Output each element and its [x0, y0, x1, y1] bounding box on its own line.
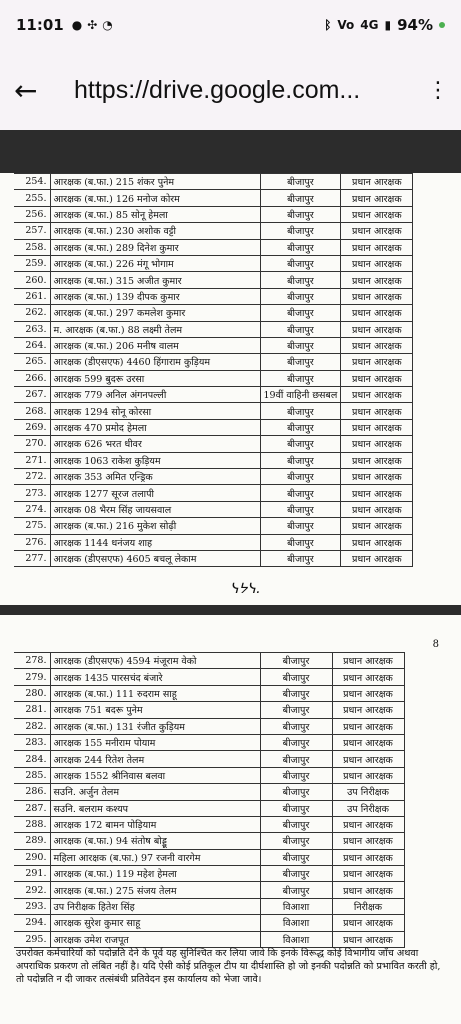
row-name: आरक्षक (ब.फा.) 215 शंकर पुनेम	[50, 174, 260, 190]
row-place: बीजापुर	[260, 190, 341, 206]
row-number: 267.	[14, 387, 50, 403]
row-name: आरक्षक (ब.फा.) 230 अशोक वट्टी	[50, 223, 260, 239]
row-number: 290.	[14, 849, 50, 865]
row-post: निरीक्षक	[332, 898, 404, 914]
row-number: 265.	[14, 354, 50, 370]
row-name: आरक्षक 244 रितेश तेलम	[50, 751, 260, 767]
row-place: बीजापुर	[260, 206, 341, 222]
row-place: बीजापुर	[260, 223, 341, 239]
row-number: 264.	[14, 337, 50, 353]
row-number: 260.	[14, 272, 50, 288]
row-name: आरक्षक (ब.फा.) 85 सोनू हेमला	[50, 206, 260, 222]
row-name: आरक्षक 1277 सूरज तलापी	[50, 485, 260, 501]
table-row	[14, 816, 404, 832]
row-name: आरक्षक 470 प्रमोद हेमला	[50, 419, 260, 435]
privacy-dot-icon	[439, 22, 445, 28]
row-name: आरक्षक (ब.फा.) 94 संतोष बोड्डू	[50, 833, 260, 849]
table-row	[14, 718, 404, 734]
row-place: बीजापुर	[260, 501, 341, 517]
row-post: प्रधान आरक्षक	[341, 452, 413, 468]
row-name: म. आरक्षक (ब.फा.) 88 लक्ष्मी तेलम	[50, 321, 260, 337]
row-place: विआशा	[260, 898, 332, 914]
table-row	[14, 206, 413, 222]
row-place: बीजापुर	[260, 321, 341, 337]
table-row	[14, 190, 413, 206]
row-name: आरक्षक सुरेश कुमार साहू	[50, 915, 260, 931]
row-post: प्रधान आरक्षक	[341, 239, 413, 255]
row-place: बीजापुर	[260, 419, 341, 435]
back-arrow-icon[interactable]: ←	[14, 73, 38, 107]
status-bar	[0, 0, 461, 50]
row-place: बीजापुर	[260, 452, 341, 468]
row-name: आरक्षक 08 भैरम सिंह जायसवाल	[50, 501, 260, 517]
row-post: प्रधान आरक्षक	[332, 718, 404, 734]
page-separator	[0, 605, 461, 615]
row-place: विआशा	[260, 915, 332, 931]
row-post: प्रधान आरक्षक	[332, 702, 404, 718]
row-number: 280.	[14, 685, 50, 701]
row-number: 281.	[14, 702, 50, 718]
row-post: प्रधान आरक्षक	[341, 550, 413, 566]
table-row	[14, 370, 413, 386]
table-row	[14, 419, 413, 435]
row-place: बीजापुर	[260, 272, 341, 288]
row-post: प्रधान आरक्षक	[332, 669, 404, 685]
table-row	[14, 305, 413, 321]
table-row	[14, 915, 404, 931]
row-post: प्रधान आरक्षक	[341, 255, 413, 271]
row-post: प्रधान आरक्षक	[332, 653, 404, 669]
row-number: 261.	[14, 288, 50, 304]
row-number: 254.	[14, 174, 50, 190]
row-place: बीजापुर	[260, 485, 341, 501]
row-place: बीजापुर	[260, 866, 332, 882]
table-row	[14, 354, 413, 370]
row-post: प्रधान आरक्षक	[341, 469, 413, 485]
row-post: प्रधान आरक्षक	[332, 685, 404, 701]
table-row	[14, 239, 413, 255]
row-place: बीजापुर	[260, 518, 341, 534]
row-post: प्रधान आरक्षक	[332, 816, 404, 832]
row-post: प्रधान आरक्षक	[341, 501, 413, 517]
row-place: बीजापुर	[260, 718, 332, 734]
row-name: आरक्षक 155 मनीराम पोयाम	[50, 734, 260, 750]
document-page-1	[0, 173, 461, 605]
row-number: 278.	[14, 653, 50, 669]
signal-type: 4G	[360, 18, 379, 32]
status-time: 11:01	[16, 16, 64, 34]
row-post: प्रधान आरक्षक	[332, 849, 404, 865]
row-place: बीजापुर	[260, 849, 332, 865]
table-row	[14, 734, 404, 750]
url-field[interactable]: https://drive.google.com...	[74, 75, 361, 104]
row-post: प्रधान आरक्षक	[341, 419, 413, 435]
row-number: 255.	[14, 190, 50, 206]
row-post: प्रधान आरक्षक	[341, 403, 413, 419]
table-row	[14, 387, 413, 403]
row-number: 259.	[14, 255, 50, 271]
table-row	[14, 653, 404, 669]
network-icon: ✣	[87, 18, 98, 32]
table-row	[14, 931, 404, 947]
row-number: 262.	[14, 305, 50, 321]
table-row	[14, 485, 413, 501]
row-place: बीजापुर	[260, 702, 332, 718]
row-place: बीजापुर	[260, 734, 332, 750]
table-row	[14, 501, 413, 517]
row-name: सउनि. बलराम कश्यप	[50, 800, 260, 816]
row-number: 272.	[14, 469, 50, 485]
row-name: उप निरीक्षक हितेश सिंह	[50, 898, 260, 914]
table-row	[14, 751, 404, 767]
row-number: 287.	[14, 800, 50, 816]
row-place: बीजापुर	[260, 685, 332, 701]
table-row	[14, 550, 413, 566]
row-number: 275.	[14, 518, 50, 534]
table-row	[14, 866, 404, 882]
row-name: आरक्षक (ब.फा.) 297 कमलेश कुमार	[50, 305, 260, 321]
table-row	[14, 518, 413, 534]
row-place: बीजापुर	[260, 816, 332, 832]
row-name: आरक्षक 599 बुदरू उरसा	[50, 370, 260, 386]
table-row	[14, 174, 413, 190]
table-row	[14, 800, 404, 816]
table-row	[14, 223, 413, 239]
row-number: 284.	[14, 751, 50, 767]
row-name: आरक्षक 1144 धनंजय शाह	[50, 534, 260, 550]
battery-level: 94%	[397, 16, 433, 34]
table-row	[14, 321, 413, 337]
row-post: प्रधान आरक्षक	[332, 734, 404, 750]
browser-toolbar	[0, 50, 461, 130]
table-row	[14, 702, 404, 718]
row-name: आरक्षक (डीएसएफ) 4605 बचलू लेकाम	[50, 550, 260, 566]
row-name: आरक्षक 172 बामन पोड़ियाम	[50, 816, 260, 832]
volte-icon: Vo	[337, 18, 355, 32]
row-name: आरक्षक 353 अमित एन्ड्रिक	[50, 469, 260, 485]
row-number: 277.	[14, 550, 50, 566]
table-row	[14, 833, 404, 849]
row-post: प्रधान आरक्षक	[341, 485, 413, 501]
row-number: 285.	[14, 767, 50, 783]
row-place: बीजापुर	[260, 751, 332, 767]
row-post: उप निरीक्षक	[332, 784, 404, 800]
row-post: प्रधान आरक्षक	[332, 915, 404, 931]
table-row	[14, 898, 404, 914]
row-place: बीजापुर	[260, 436, 341, 452]
row-place: बीजापुर	[260, 255, 341, 271]
row-number: 263.	[14, 321, 50, 337]
row-number: 256.	[14, 206, 50, 222]
row-name: आरक्षक 779 अनिल अंगनपल्ली	[50, 387, 260, 403]
row-post: प्रधान आरक्षक	[341, 305, 413, 321]
table-row	[14, 849, 404, 865]
row-place: बीजापुर	[260, 469, 341, 485]
row-place: बीजापुर	[260, 767, 332, 783]
row-number: 293.	[14, 898, 50, 914]
row-post: प्रधान आरक्षक	[332, 751, 404, 767]
row-name: आरक्षक (ब.फा.) 216 मुकेश सोढ़ी	[50, 518, 260, 534]
row-number: 257.	[14, 223, 50, 239]
row-place: बीजापुर	[260, 800, 332, 816]
row-post: प्रधान आरक्षक	[341, 354, 413, 370]
row-post: प्रधान आरक्षक	[332, 882, 404, 898]
row-place: बीजापुर	[260, 403, 341, 419]
document-page-2	[0, 615, 461, 1024]
row-post: प्रधान आरक्षक	[341, 387, 413, 403]
row-number: 270.	[14, 436, 50, 452]
table-row	[14, 403, 413, 419]
row-name: महिला आरक्षक (ब.फा.) 97 रजनी वारगेम	[50, 849, 260, 865]
row-name: आरक्षक (डीएसएफ) 4594 मंजूराम वेको	[50, 653, 260, 669]
row-name: आरक्षक (ब.फा.) 289 दिनेश कुमार	[50, 239, 260, 255]
row-place: विआशा	[260, 931, 332, 947]
row-post: प्रधान आरक्षक	[341, 190, 413, 206]
viewer-toolbar	[0, 130, 461, 173]
row-place: बीजापुर	[260, 653, 332, 669]
row-post: प्रधान आरक्षक	[341, 288, 413, 304]
table-row	[14, 288, 413, 304]
row-post: प्रधान आरक्षक	[341, 518, 413, 534]
row-post: उप निरीक्षक	[332, 800, 404, 816]
row-post: प्रधान आरक्षक	[341, 174, 413, 190]
message-icon: ●	[71, 18, 83, 32]
row-name: आरक्षक 1294 सोनू कोरसा	[50, 403, 260, 419]
table-row	[14, 534, 413, 550]
row-number: 294.	[14, 915, 50, 931]
whatsapp-icon: ◔	[102, 18, 113, 32]
row-post: प्रधान आरक्षक	[341, 272, 413, 288]
row-post: प्रधान आरक्षक	[341, 337, 413, 353]
row-name: आरक्षक (डीएसएफ) 4460 हिंगाराम कुड़ियम	[50, 354, 260, 370]
table-row	[14, 452, 413, 468]
row-place: बीजापुर	[260, 669, 332, 685]
row-name: आरक्षक (ब.फा.) 206 मनीष वालम	[50, 337, 260, 353]
row-name: आरक्षक (ब.फा.) 131 रंजीत कुड़ियम	[50, 718, 260, 734]
row-number: 288.	[14, 816, 50, 832]
row-number: 291.	[14, 866, 50, 882]
row-place: बीजापुर	[260, 288, 341, 304]
table-row	[14, 436, 413, 452]
row-post: प्रधान आरक्षक	[332, 931, 404, 947]
row-place: 19वीं वाहिनी छसबल	[260, 387, 341, 403]
row-name: आरक्षक 1435 पारसचंद बंजारे	[50, 669, 260, 685]
row-place: बीजापुर	[260, 354, 341, 370]
row-number: 283.	[14, 734, 50, 750]
row-post: प्रधान आरक्षक	[341, 436, 413, 452]
row-place: बीजापुर	[260, 534, 341, 550]
row-post: प्रधान आरक्षक	[341, 223, 413, 239]
table-row	[14, 767, 404, 783]
row-place: बीजापुर	[260, 337, 341, 353]
row-number: 276.	[14, 534, 50, 550]
row-post: प्रधान आरक्षक	[341, 534, 413, 550]
row-place: बीजापुर	[260, 174, 341, 190]
row-name: आरक्षक 1552 श्रीनिवास बलवा	[50, 767, 260, 783]
row-place: बीजापुर	[260, 239, 341, 255]
row-place: बीजापुर	[260, 784, 332, 800]
row-number: 274.	[14, 501, 50, 517]
row-number: 266.	[14, 370, 50, 386]
row-name: आरक्षक 751 बदरू पुनेम	[50, 702, 260, 718]
row-name: आरक्षक (ब.फा.) 315 अजीत कुमार	[50, 272, 260, 288]
row-post: प्रधान आरक्षक	[341, 370, 413, 386]
row-name: सउनि. अर्जुन तेलम	[50, 784, 260, 800]
table-row	[14, 669, 404, 685]
signature-icon: ᓭᔭᓭ.	[230, 581, 261, 597]
table-row	[14, 685, 404, 701]
row-place: बीजापुर	[260, 305, 341, 321]
row-number: 269.	[14, 419, 50, 435]
note-paragraph: उपरोक्त कर्मचारियों को पदोन्नति देने के पूर्व यह सुनिश्चित कर लिया जावे कि इनके विरूद्ध कोई विभागीय जाँच अथवा अपराधिक प्रकरण तो लंबित नहीं है। यदि ऐसी कोई प्रतिकूल टीप या दीर्घशास्ति हो जो इनकी पदोन्नति को प्रभावित करती हो, तो पदोन्नति न दी जाकर तत्संबंधी प्रतिवेदन इस कार्यालय को भेजा जावे।	[16, 948, 441, 985]
row-name: आरक्षक (ब.फा.) 226 मंगू भोगाम	[50, 255, 260, 271]
table-row	[14, 469, 413, 485]
table-row	[14, 784, 404, 800]
row-number: 286.	[14, 784, 50, 800]
table-row	[14, 255, 413, 271]
row-post: प्रधान आरक्षक	[332, 833, 404, 849]
row-number: 268.	[14, 403, 50, 419]
more-menu-icon[interactable]: ⋮	[427, 77, 449, 103]
row-name: आरक्षक (ब.फा.) 139 दीपक कुमार	[50, 288, 260, 304]
signal-icon: ▮	[384, 18, 392, 32]
table-row	[14, 337, 413, 353]
row-name: आरक्षक (ब.फा.) 275 संजय तेलम	[50, 882, 260, 898]
row-name: आरक्षक उमेश राजपूत	[50, 931, 260, 947]
table-row	[14, 272, 413, 288]
row-post: प्रधान आरक्षक	[341, 321, 413, 337]
row-name: आरक्षक (ब.फा.) 111 रुदराम साहू	[50, 685, 260, 701]
row-number: 258.	[14, 239, 50, 255]
row-number: 271.	[14, 452, 50, 468]
row-name: आरक्षक (ब.फा.) 119 महेश हेमला	[50, 866, 260, 882]
table-row	[14, 882, 404, 898]
promotion-table-2	[14, 652, 405, 948]
row-place: बीजापुर	[260, 833, 332, 849]
row-number: 273.	[14, 485, 50, 501]
row-place: बीजापुर	[260, 882, 332, 898]
page-number: 8	[432, 639, 439, 650]
row-number: 282.	[14, 718, 50, 734]
row-name: आरक्षक (ब.फा.) 126 मनोज कोरम	[50, 190, 260, 206]
row-post: प्रधान आरक्षक	[332, 767, 404, 783]
row-name: आरक्षक 626 भरत धीवर	[50, 436, 260, 452]
bluetooth-icon: ᛒ	[324, 18, 332, 32]
row-number: 289.	[14, 833, 50, 849]
row-number: 292.	[14, 882, 50, 898]
row-place: बीजापुर	[260, 370, 341, 386]
row-place: बीजापुर	[260, 550, 341, 566]
row-number: 295.	[14, 931, 50, 947]
row-post: प्रधान आरक्षक	[341, 206, 413, 222]
row-number: 279.	[14, 669, 50, 685]
row-post: प्रधान आरक्षक	[332, 866, 404, 882]
promotion-table-1	[14, 173, 413, 567]
row-name: आरक्षक 1063 राकेश कुड़ियम	[50, 452, 260, 468]
